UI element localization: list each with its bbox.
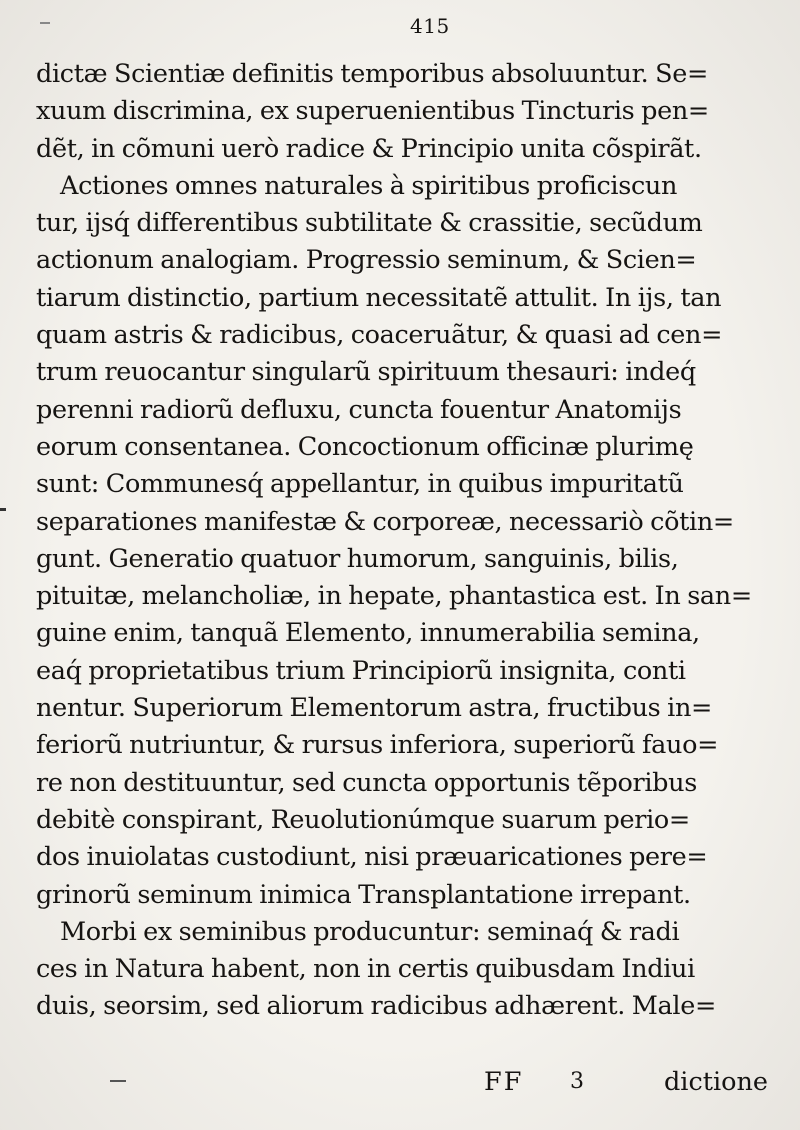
text-line: separationes manifestæ & corporeæ, necessariò cõtin= <box>36 506 734 537</box>
page-footer <box>36 1062 768 1102</box>
text-line: pituitæ, melancholiæ, in hepate, phantastica est. In san= <box>36 581 752 612</box>
text-line: ces in Natura habent, non in certis quibusdam Indiui <box>36 954 695 985</box>
footer-dash <box>110 1080 126 1082</box>
text-line: grinorũ seminum inimica Transplantatione irrepant. <box>36 879 691 910</box>
text-line: quam astris & radicibus, coaceruãtur, & quasi ad cen= <box>36 320 723 351</box>
page-number: 415 <box>410 14 450 38</box>
text-line: gunt. Generatio quatuor humorum, sanguinis, bilis, <box>36 543 679 574</box>
signature-mark: FF <box>484 1067 524 1097</box>
text-line: nentur. Superiorum Elementorum astra, fructibus in= <box>36 693 713 724</box>
body-text <box>36 56 768 1026</box>
text-line: eorum consentanea. Concoctionum officinæ plurimę <box>36 431 694 462</box>
text-line: sunt: Communesq́ appellantur, in quibus impuritatũ <box>36 469 684 500</box>
margin-dash <box>40 22 50 24</box>
text-line: xuum discrimina, ex superuenientibus Tincturis pen= <box>36 96 709 127</box>
text-line: actionum analogiam. Progressio seminum, & Scien= <box>36 245 697 276</box>
text-line: duis, seorsim, sed aliorum radicibus adhærent. Male= <box>36 991 716 1022</box>
text-line: trum reuocantur singularũ spirituum thesauri: indeq́ <box>36 357 696 388</box>
text-line: tiarum distinctio, partium necessitatẽ attulit. In ijs, tan <box>36 282 722 313</box>
text-line: guine enim, tanquã Elemento, innumerabilia semina, <box>36 618 700 649</box>
text-line: dos inuiolatas custodiunt, nisi præuaricationes pere= <box>36 842 708 873</box>
paragraph-start-line: Actiones omnes naturales à spiritibus proficiscun <box>60 170 678 201</box>
text-line: perenni radiorũ defluxu, cuncta fouentur Anatomijs <box>36 394 682 425</box>
text-line: debitè conspirant, Reuolutionúmque suarum perio= <box>36 804 690 835</box>
margin-mark <box>0 508 6 511</box>
text-line: eaq́ proprietatibus trium Principiorũ insignita, conti <box>36 655 686 686</box>
text-line: dictæ Scientiæ definitis temporibus absoluuntur. Se= <box>36 59 709 89</box>
text-line: tur, ijsq́ differentibus subtilitate & crassitie, secũdum <box>36 208 703 239</box>
text-line: feriorũ nutriuntur, & rursus inferiora, superiorũ fauo= <box>36 730 719 761</box>
paragraph-start-line: Morbi ex seminibus producuntur: seminaq́ & radi <box>60 916 680 947</box>
text-line: re non destituuntur, sed cuncta opportunis tẽporibus <box>36 767 697 798</box>
catchword: dictione <box>663 1067 768 1097</box>
signature-number: 3 <box>570 1069 584 1094</box>
text-line: dẽt, in cõmuni uerò radice & Principio unita cõspirãt. <box>36 133 702 164</box>
